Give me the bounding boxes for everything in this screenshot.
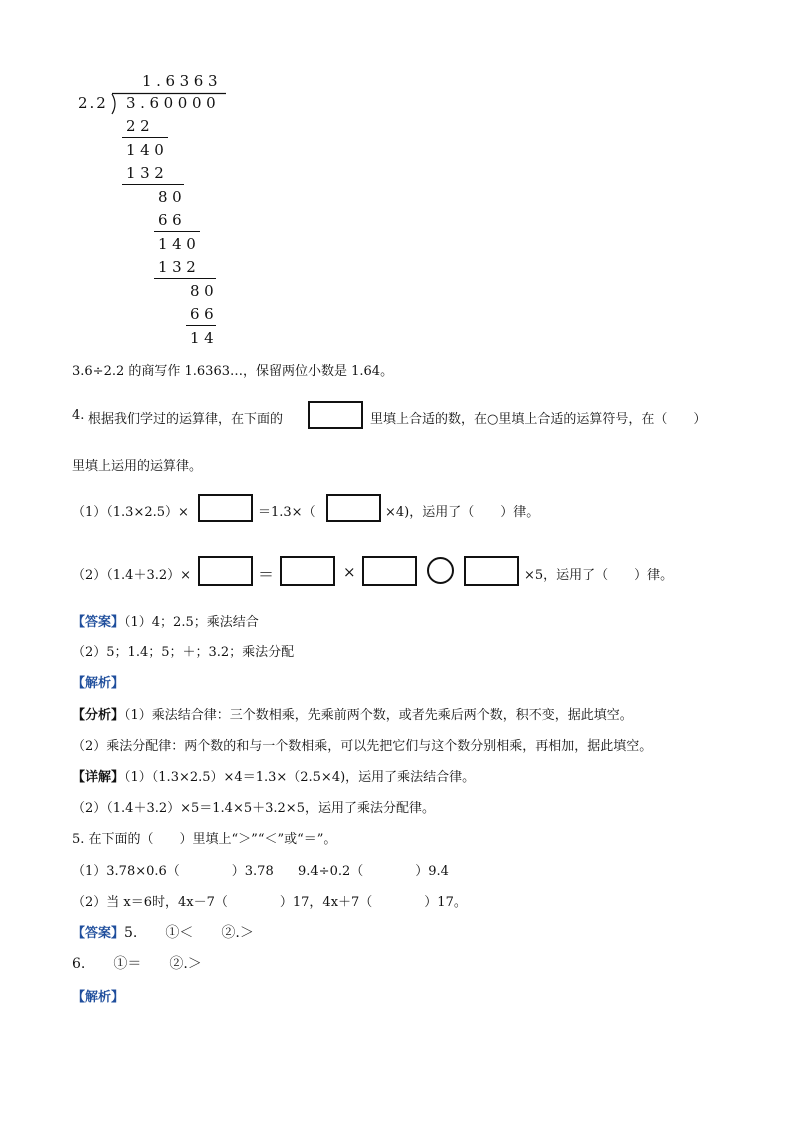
answer-box[interactable] <box>198 494 253 522</box>
answer-tag: 【答案】 <box>72 615 125 630</box>
q5-line6: 6. ①＝ ②.＞ <box>72 956 202 972</box>
answer-text: （2）5；1.4；5；＋；3.2；乘法分配 <box>72 645 295 660</box>
answer-text: 5. ①＜ ②.＞ <box>124 925 254 941</box>
division-step: 132 <box>126 164 169 182</box>
q4-intro-c: 里填上运用的运算律。 <box>72 459 203 474</box>
q5-line1b: 9.4÷0.2（ ）9.4 <box>298 864 449 879</box>
division-conclusion: 3.6÷2.2 的商写作 1.6363…，保留两位小数是 1.64。 <box>72 364 394 379</box>
operator-circle[interactable] <box>427 557 454 584</box>
analysis-tag: 【解析】 <box>72 990 125 1005</box>
divisor: 2.2 <box>78 94 108 112</box>
answer-box[interactable] <box>362 556 417 586</box>
q4-p2-eq: ＝ <box>258 565 275 584</box>
q5-line2: （2）当 x＝6时，4x－7（ ）17，4x＋7（ ）17。 <box>72 895 467 910</box>
q4-p1-tail: ×4)，运用了（ ）律。 <box>385 505 540 520</box>
q5-answer <box>72 922 254 942</box>
division-step: 66 <box>190 305 219 323</box>
q4-p1-label: （1）（1.3×2.5）× <box>72 505 189 520</box>
answer-block <box>72 611 259 630</box>
fenxi-text: （1）乘法结合律：三个数相乘，先乘前两个数，或者先乘后两个数，积不变，据此填空。 <box>124 708 633 723</box>
q4-p2-times: × <box>343 563 356 581</box>
q4-p2-tail: ×5，运用了（ ）律。 <box>524 568 674 583</box>
division-rule <box>122 137 168 138</box>
division-rule <box>186 325 216 326</box>
answer-text: （1）4；2.5；乘法结合 <box>124 615 259 630</box>
detail-text: （2）（1.4＋3.2）×5＝1.4×5＋3.2×5，运用了乘法分配律。 <box>72 801 435 816</box>
answer-box[interactable] <box>326 494 381 522</box>
division-rule <box>154 231 200 232</box>
fenxi-tag: 【分析】 <box>72 708 125 723</box>
division-step: 80 <box>190 282 219 300</box>
q5-title: 5. 在下面的（ ）里填上“＞”“＜”或“＝”。 <box>72 832 337 847</box>
division-rule <box>154 278 216 279</box>
detail-line <box>72 766 475 785</box>
fenxi-line <box>72 704 633 723</box>
answer-box[interactable] <box>308 401 363 429</box>
answer-box[interactable] <box>464 556 519 586</box>
analysis-tag: 【解析】 <box>72 676 125 691</box>
answer-box[interactable] <box>198 556 253 586</box>
division-step: 80 <box>158 188 187 206</box>
division-step: 14 <box>190 329 219 347</box>
answer-tag: 【答案】 <box>72 926 125 941</box>
q4-intro-a: 根据我们学过的运算律，在下面的 <box>88 412 284 427</box>
division-step: 66 <box>158 211 187 229</box>
fenxi-text: （2）乘法分配律：两个数的和与一个数相乘，可以先把它们与这个数分别相乘，再相加，据此填空。 <box>72 739 653 754</box>
division-step: 140 <box>126 141 169 159</box>
q5-line1a: （1）3.78×0.6（ ）3.78 <box>72 864 274 879</box>
division-rule <box>122 184 184 185</box>
detail-text: （1）（1.3×2.5）×4＝1.3×（2.5×4)，运用了乘法结合律。 <box>124 770 476 785</box>
division-step: 132 <box>158 258 201 276</box>
division-step: 22 <box>126 117 155 135</box>
quotient: 1.6363 <box>142 72 223 90</box>
q4-intro-b: 里填上合适的数，在○里填上合适的运算符号，在（ ） <box>370 412 707 427</box>
q4-number: 4. <box>72 408 85 423</box>
q4-p2-label: （2）（1.4＋3.2）× <box>72 568 192 583</box>
detail-tag: 【详解】 <box>72 770 125 785</box>
dividend: 3.60000 <box>126 94 221 112</box>
q4-p1-mid: ＝1.3×（ <box>258 505 316 520</box>
division-step: 140 <box>158 235 201 253</box>
answer-box[interactable] <box>280 556 335 586</box>
